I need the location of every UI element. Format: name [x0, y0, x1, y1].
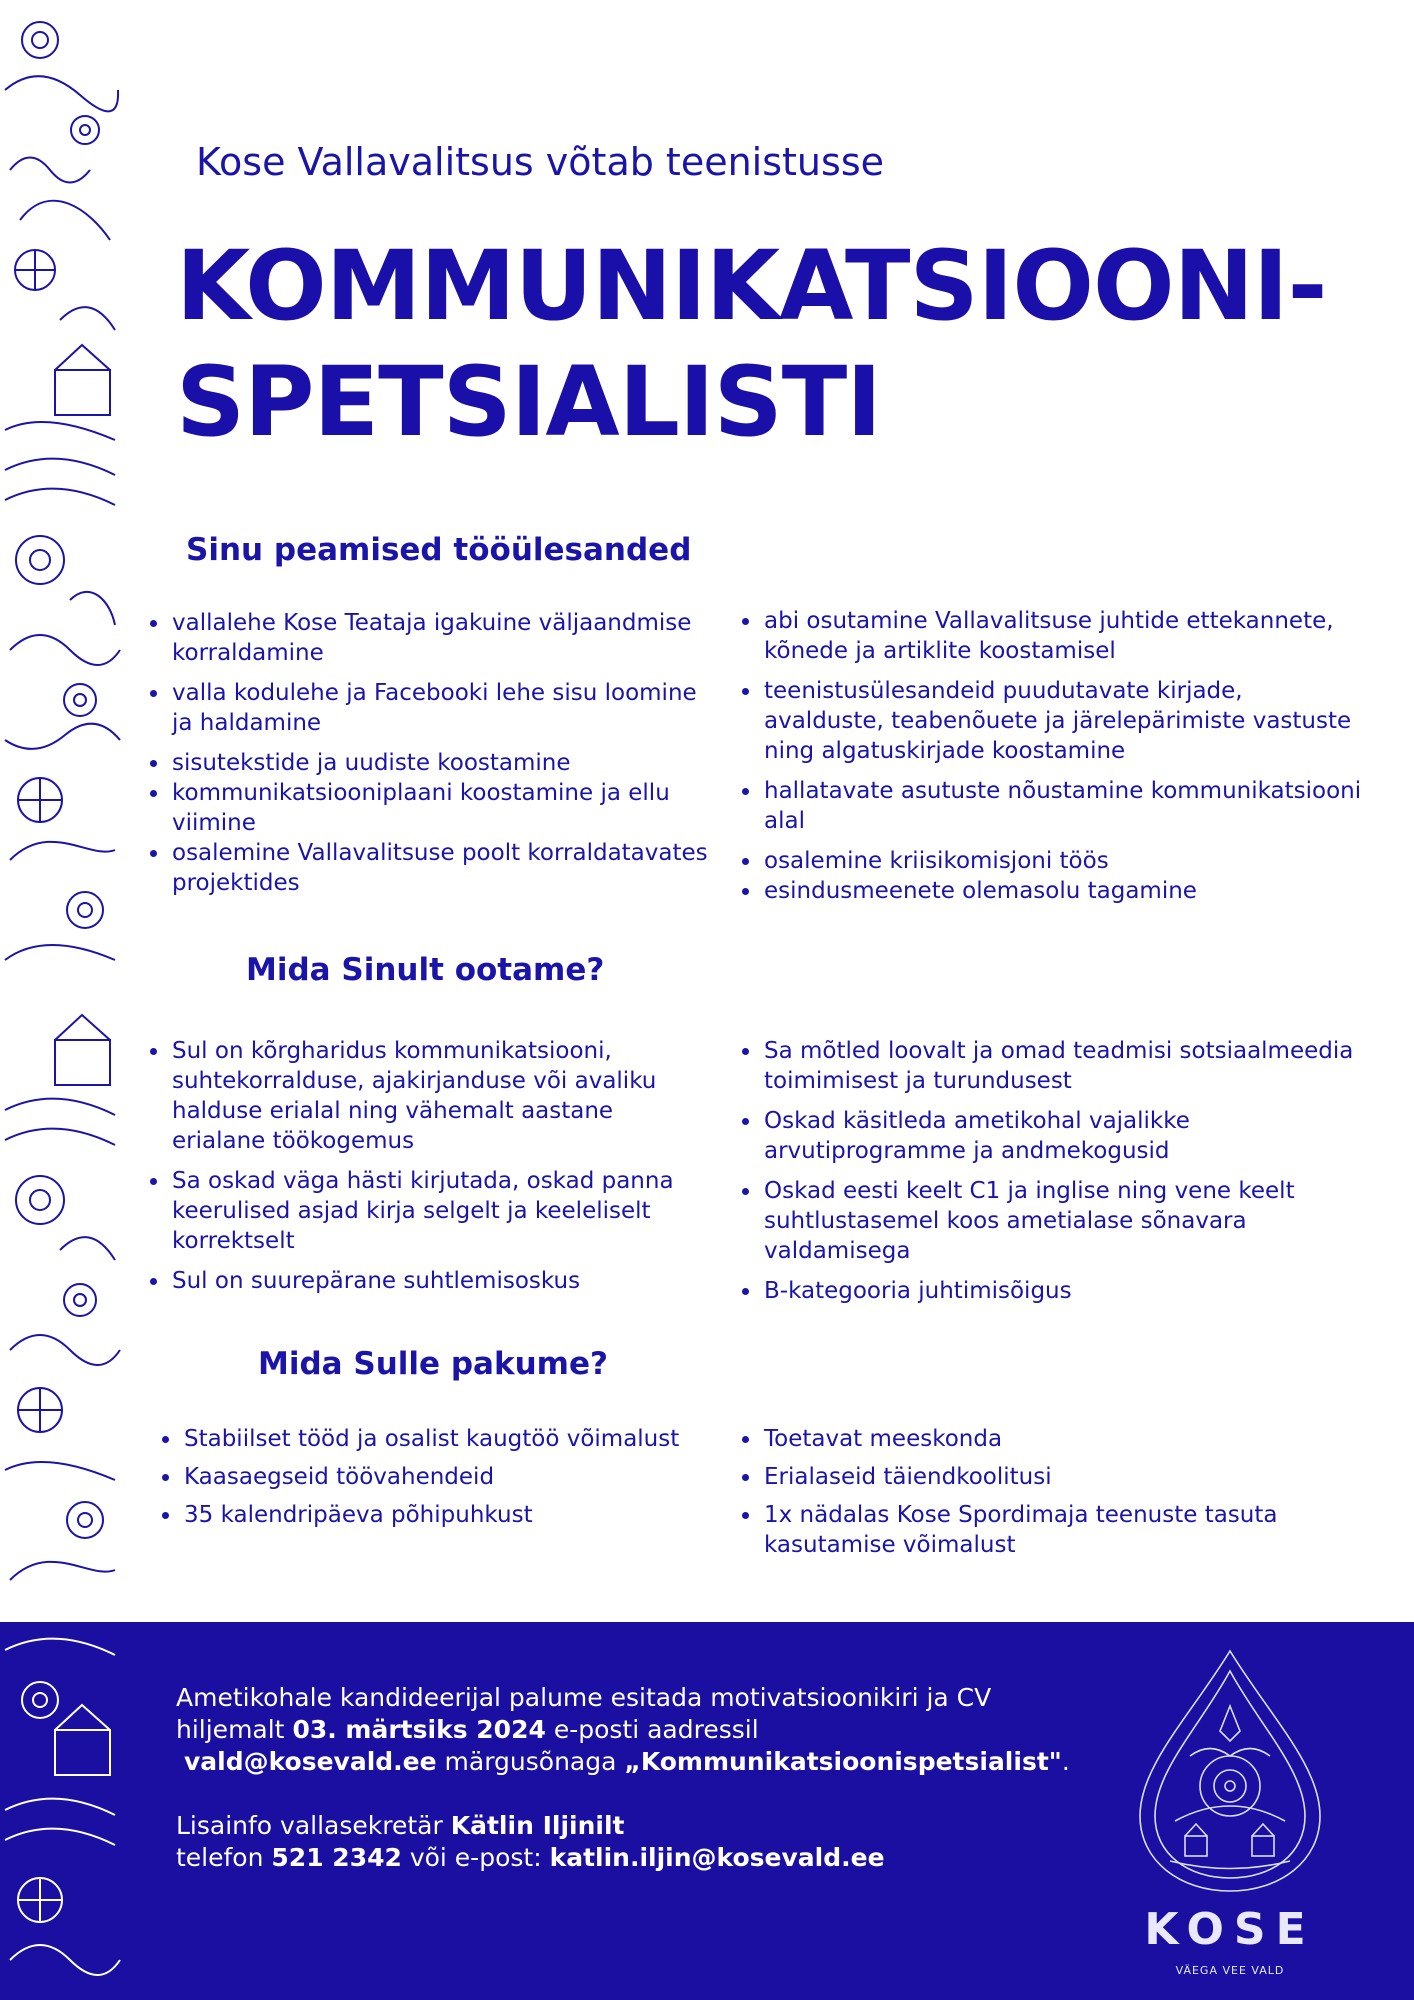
offer-right-column: [742, 1424, 1342, 1570]
ornament-pattern: [0, 0, 122, 2000]
application-text: e-posti aadressil: [545, 1715, 759, 1744]
list-item: 35 kalendripäeva põhipuhkust: [162, 1500, 722, 1530]
logo-wordmark: KOSE: [1144, 1904, 1316, 1955]
tasks-right-column: [742, 606, 1362, 916]
tasks-heading: Sinu peamised tööülesanded: [186, 532, 692, 568]
contact-line-2: [176, 1842, 1076, 1874]
contact-text: telefon: [176, 1843, 272, 1872]
expectations-heading: Mida Sinult ootame?: [246, 952, 605, 988]
footer-band: [122, 1622, 1414, 2000]
list-item: kommunikatsiooniplaani koostamine ja ellu viimine: [150, 778, 710, 838]
list-item: osalemine kriisikomisjoni töös: [742, 846, 1362, 876]
list-item: Sul on suurepärane suhtlemisoskus: [150, 1266, 690, 1296]
kose-logo: [1130, 1646, 1330, 1986]
page-title-line-2: SPETSIALISTI: [176, 346, 881, 458]
contact-text: Lisainfo vallasekretär: [176, 1811, 451, 1840]
application-text: .: [1061, 1747, 1070, 1776]
list-item: Erialaseid täiendkoolitusi: [742, 1462, 1342, 1492]
list-item: esindusmeenete olemasolu tagamine: [742, 876, 1362, 906]
list-item: Sul on kõrgharidus kommunikatsiooni, suhtekorralduse, ajakirjanduse või avaliku halduse erialal ning vähemalt aastane erialane töökogemus: [150, 1036, 690, 1156]
application-email-link[interactable]: vald@kosevald.ee: [183, 1747, 437, 1776]
list-item: hallatavate asutuste nõustamine kommunikatsiooni alal: [742, 776, 1362, 836]
contact-name: Kätlin Iljinilt: [450, 1811, 625, 1840]
expectations-left-column: [150, 1036, 690, 1306]
list-item: B-kategooria juhtimisõigus: [742, 1276, 1362, 1306]
page-title-line-1: KOMMUNIKATSIOONI-: [176, 230, 1327, 342]
application-text: märgusõnaga: [436, 1747, 625, 1776]
application-text: hiljemalt: [176, 1715, 293, 1744]
ornament-strip: [0, 0, 122, 2000]
application-line-2: [176, 1714, 1076, 1746]
water-drop-icon: [1130, 1646, 1330, 1896]
list-item: sisutekstide ja uudiste koostamine: [150, 748, 710, 778]
page-title: [176, 228, 1326, 460]
page-subtitle: Kose Vallavalitsus võtab teenistusse: [196, 140, 884, 184]
list-item: Sa mõtled loovalt ja omad teadmisi sotsiaalmeedia toimimisest ja turundusest: [742, 1036, 1362, 1096]
list-item: Stabiilset tööd ja osalist kaugtöö võimalust: [162, 1424, 722, 1454]
application-info: [176, 1682, 1076, 1874]
list-item: Sa oskad väga hästi kirjutada, oskad panna keerulised asjad kirja selgelt ja keeleliselt korrektselt: [150, 1166, 690, 1256]
list-item: abi osutamine Vallavalitsuse juhtide ettekannete, kõnede ja artiklite koostamisel: [742, 606, 1362, 666]
list-item: Oskad eesti keelt C1 ja inglise ning vene keelt suhtlustasemel koos ametialase sõnavara valdamisega: [742, 1176, 1362, 1266]
contact-email-link[interactable]: katlin.iljin@kosevald.ee: [549, 1843, 885, 1872]
offer-left-column: [162, 1424, 722, 1540]
tasks-left-column: [150, 608, 710, 908]
deadline: 03. märtsiks 2024: [292, 1715, 546, 1744]
contact-text: või e-post:: [401, 1843, 550, 1872]
list-item: osalemine Vallavalitsuse poolt korraldatavates projektides: [150, 838, 710, 898]
application-line-3: [176, 1746, 1076, 1778]
contact-phone: 521 2342: [271, 1843, 402, 1872]
list-item: valla kodulehe ja Facebooki lehe sisu loomine ja haldamine: [150, 678, 710, 738]
logo-tagline: VÄEGA VEE VALD: [1175, 1964, 1285, 1977]
expectations-right-column: [742, 1036, 1362, 1316]
offer-heading: Mida Sulle pakume?: [258, 1346, 608, 1382]
list-item: vallalehe Kose Teataja igakuine väljaandmise korraldamine: [150, 608, 710, 668]
contact-line-1: [176, 1810, 1076, 1842]
list-item: Oskad käsitleda ametikohal vajalikke arvutiprogramme ja andmekogusid: [742, 1106, 1362, 1166]
keyword: „Kommunikatsioonispetsialist": [624, 1747, 1062, 1776]
list-item: teenistusülesandeid puudutavate kirjade, avalduste, teabenõuete ja järelepärimiste vastuste ning algatuskirjade koostamine: [742, 676, 1362, 766]
list-item: Kaasaegseid töövahendeid: [162, 1462, 722, 1492]
list-item: Toetavat meeskonda: [742, 1424, 1342, 1454]
list-item: 1x nädalas Kose Spordimaja teenuste tasuta kasutamise võimalust: [742, 1500, 1342, 1560]
application-line-1: Ametikohale kandideerijal palume esitada motivatsioonikiri ja CV: [176, 1683, 992, 1712]
